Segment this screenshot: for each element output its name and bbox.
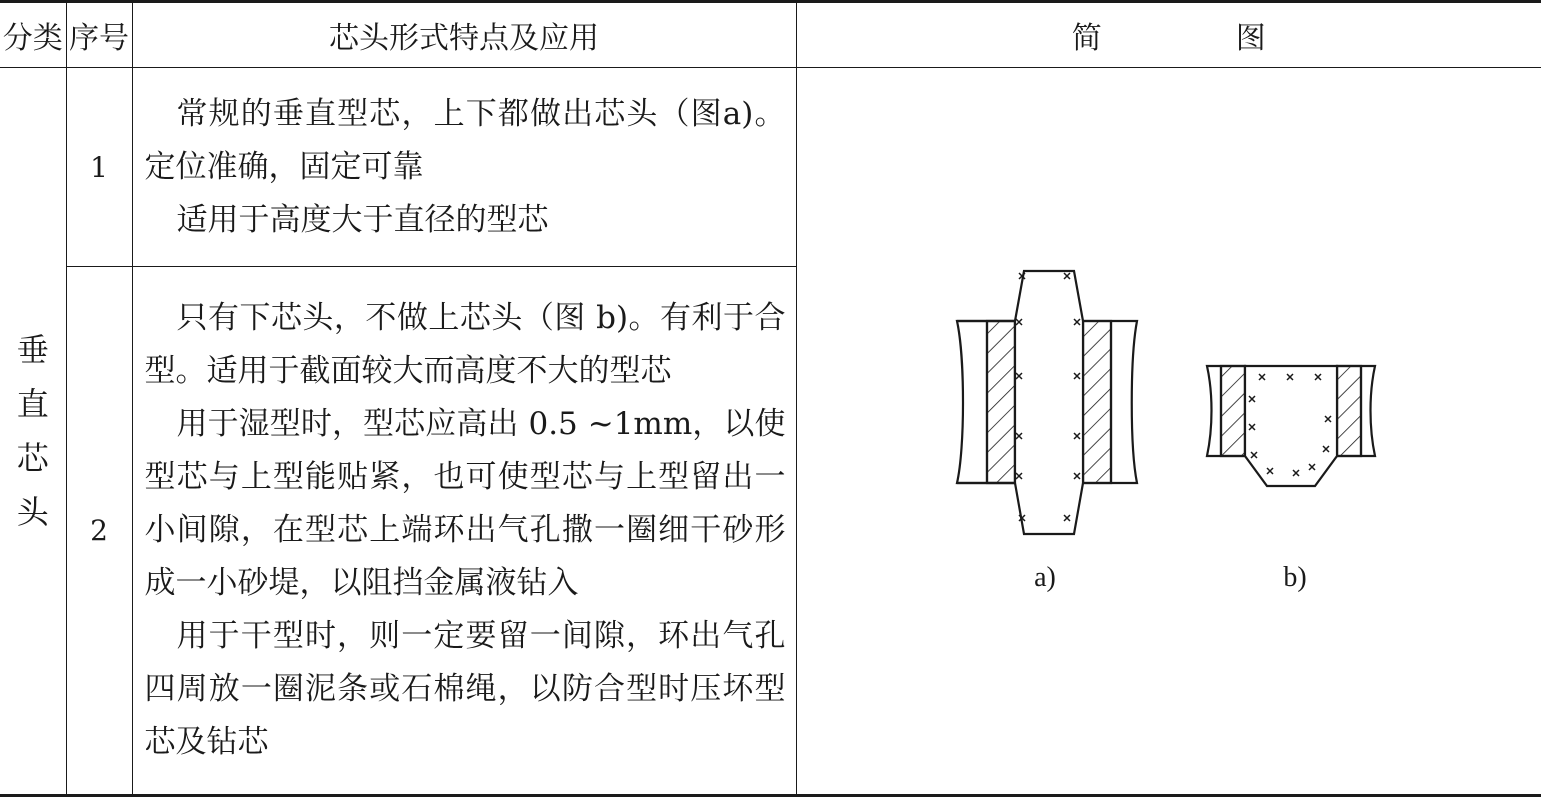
row-description [132,267,796,796]
figure-b-caption: b) [1283,562,1306,593]
table-row [0,68,1541,267]
core-print-diagram [797,68,1541,796]
category-char: 直 [0,377,66,431]
row-number: 2 [66,267,132,796]
row-number: 1 [66,68,132,267]
category-char: 头 [0,485,66,539]
description-paragraph: 常规的垂直型芯，上下都做出芯头（图a)。定位准确，固定可靠 [145,88,786,194]
header-features: 芯头形式特点及应用 [132,2,796,68]
table-header-row [0,2,1541,68]
description-paragraph: 用于干型时，则一定要留一间隙，环出气孔四周放一圈泥条或石棉绳，以防合型时压坏型芯及钻芯 [145,610,786,769]
description-paragraph: 适用于高度大于直径的型芯 [145,194,786,247]
figure-b-drawing [1207,366,1375,486]
description-paragraph: 只有下芯头，不做上芯头（图 b)。有利于合型。适用于截面较大而高度不大的型芯 [145,292,786,398]
description-paragraph: 用于湿型时，型芯应高出 0.5 ~1mm，以使型芯与上型能贴紧，也可使型芯与上型留出一小间隙，在型芯上端环出气孔撒一圈细干砂形成一小砂堤，以阻挡金属液钻入 [145,398,786,610]
header-diagram-char-2: 图 [1236,13,1266,57]
header-classification: 分类 [0,2,66,68]
diagram-cell [796,68,1541,796]
header-diagram [796,2,1541,68]
category-char: 垂 [0,323,66,377]
header-diagram-char-1: 简 [1072,13,1102,57]
category-cell [0,68,66,796]
figure-a-caption: a) [1034,562,1056,593]
figure-a-drawing [957,271,1137,534]
row-description [132,68,796,267]
category-char: 芯 [0,431,66,485]
header-serial: 序号 [66,2,132,68]
